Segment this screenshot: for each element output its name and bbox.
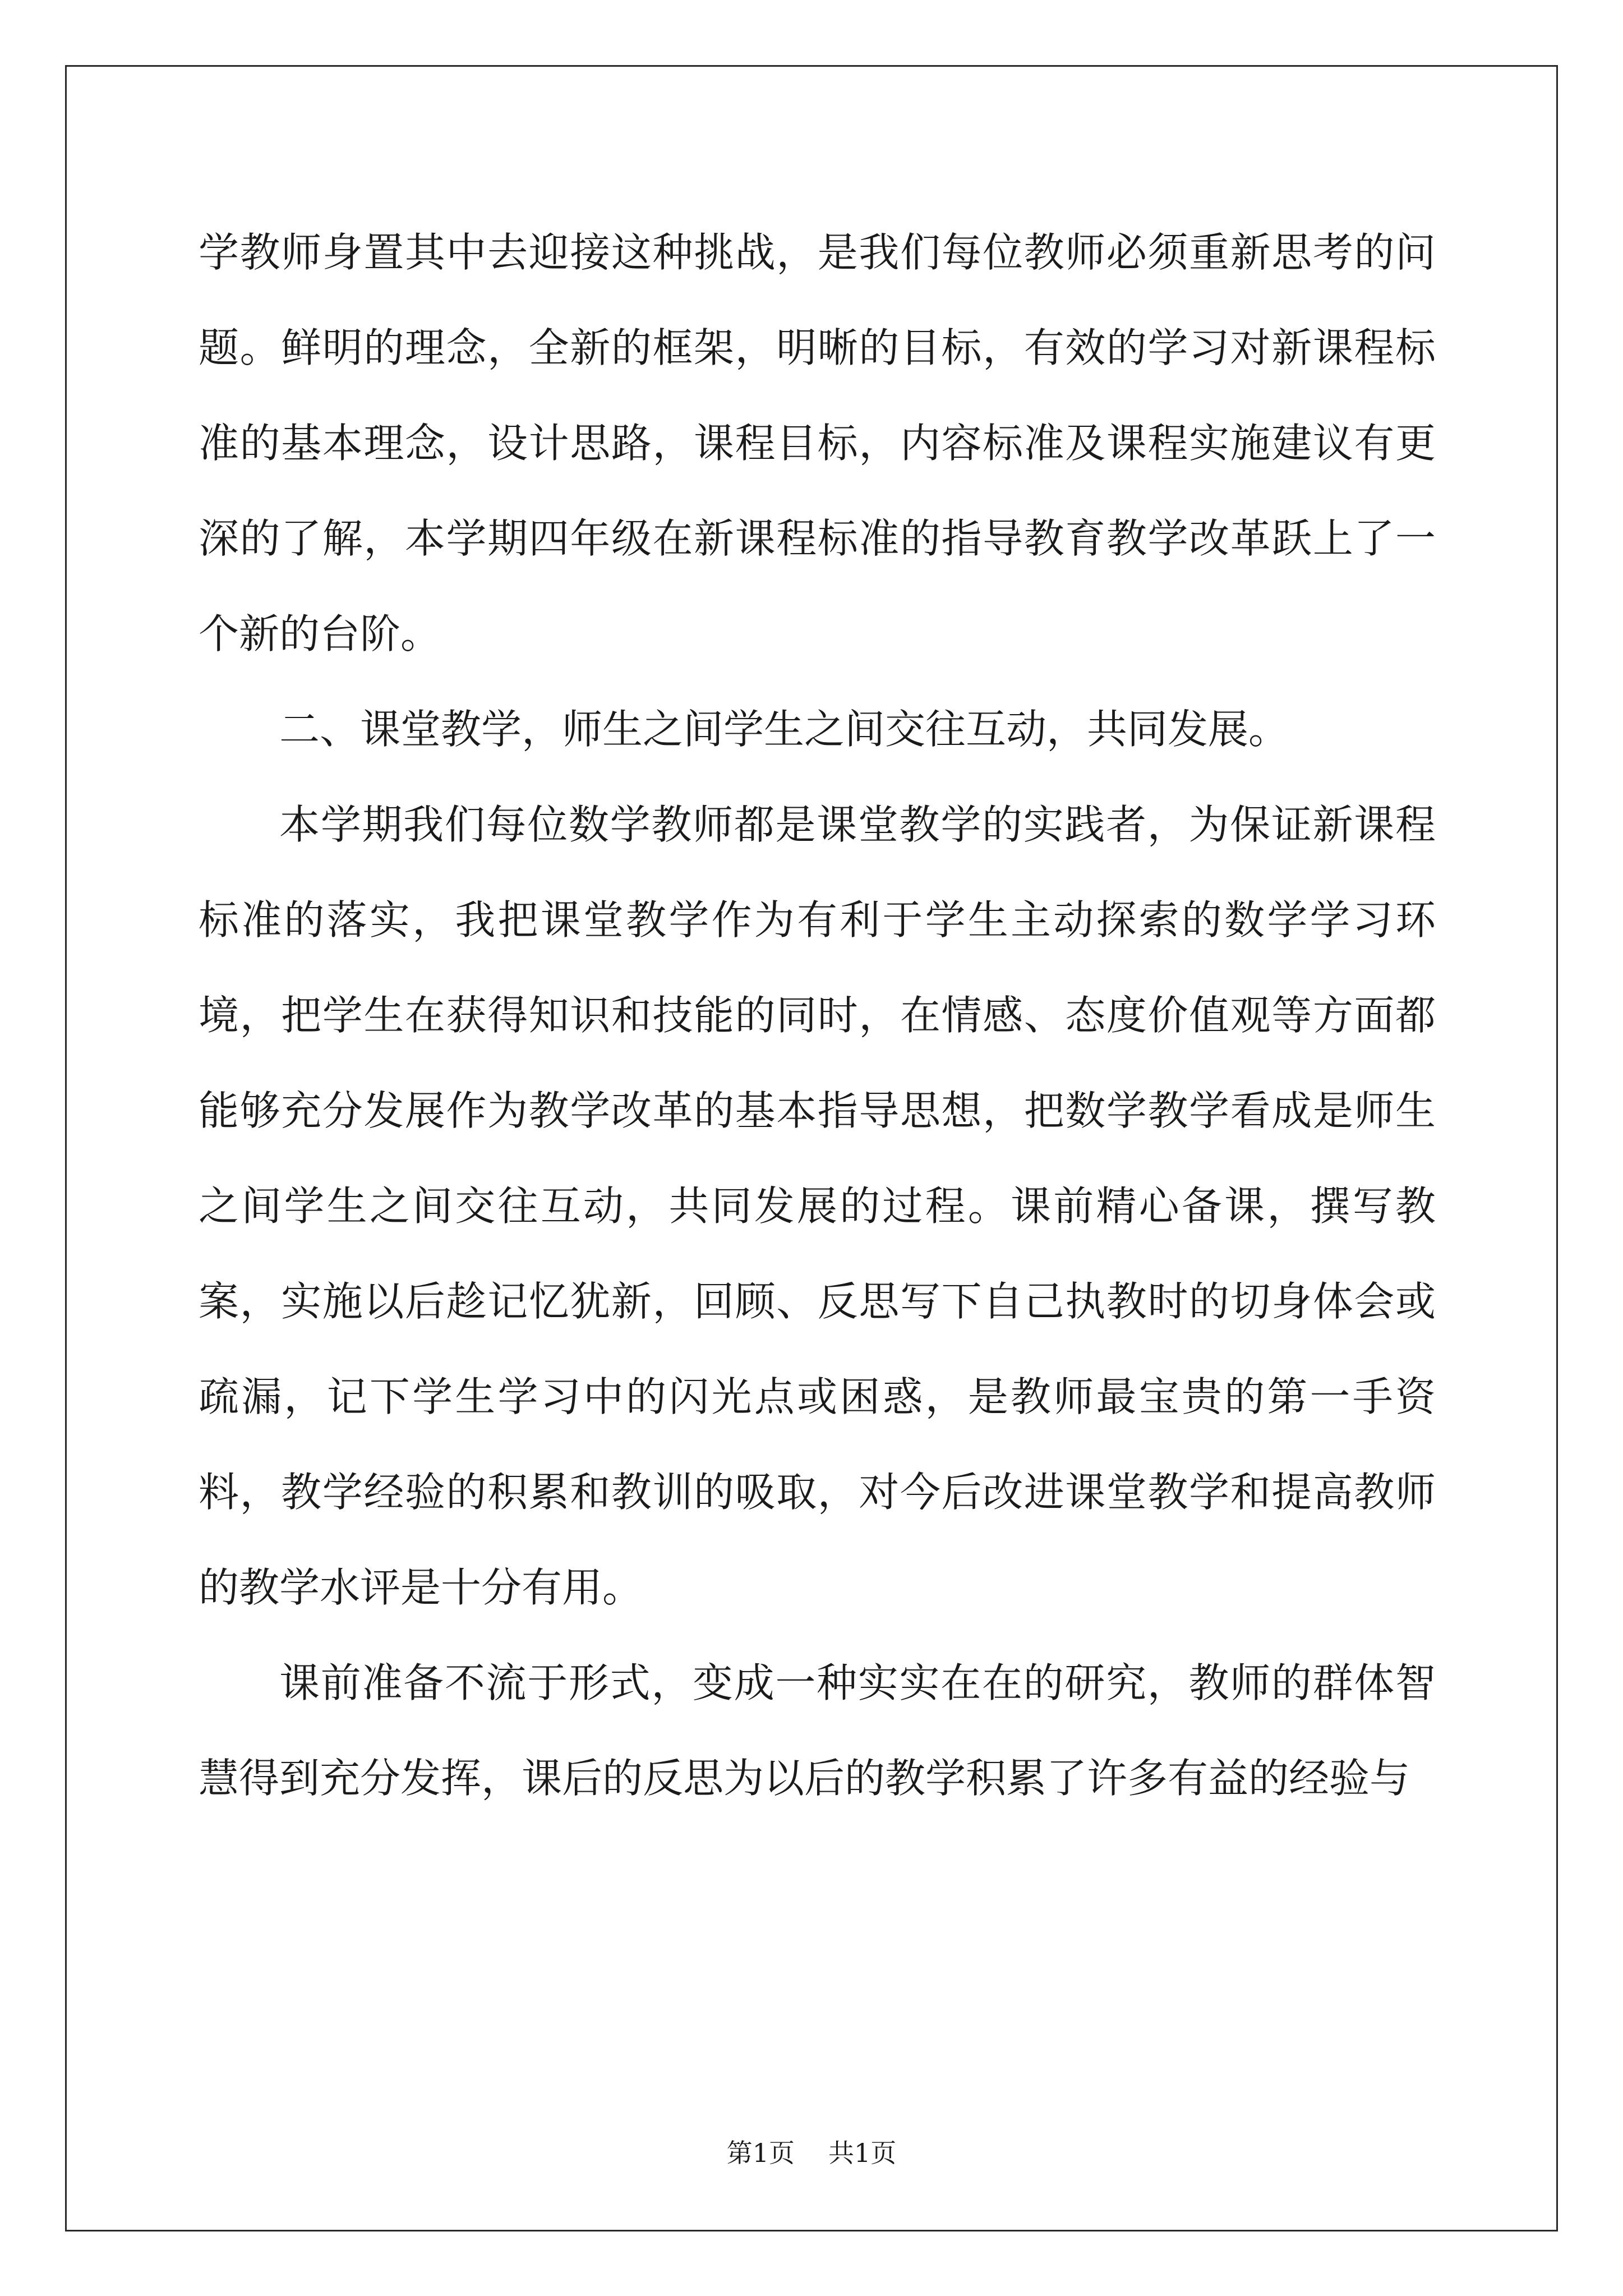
paragraph-2-heading: 二、课堂教学，师生之间学生之间交往互动，共同发展。 [279, 706, 1289, 753]
paragraph-4: 课前准备不流于形式，变成一种实实在在的研究，教师的群体智慧得到充分发挥，课后的反思为以后的教学积累了许多有益的经验与 [199, 1659, 1436, 1802]
page-number: 第1页 [726, 2138, 795, 2168]
total-pages: 共1页 [828, 2138, 897, 2168]
paragraph-1: 学教师身置其中去迎接这种挑战，是我们每位教师必须重新思考的问题。鲜明的理念，全新的框架，明晰的目标，有效的学习对新课程标准的基本理念，设计思路，课程目标，内容标准及课程实施建议有更深的了解，本学期四年级在新课程标准的指导教育教学改革跃上了一个新的台阶。 [199, 229, 1436, 657]
page-footer [0, 2133, 1623, 2170]
document-body [199, 205, 1436, 1826]
paragraph-3: 本学期我们每位数学教师都是课堂教学的实践者，为保证新课程标准的落实，我把课堂教学作为有利于学生主动探索的数学学习环境，把学生在获得知识和技能的同时，在情感、态度价值观等方面都能够充分发展作为教学改革的基本指导思想，把数学教学看成是师生之间学生之间交往互动，共同发展的过程。课前精心备课，撰写教案，实施以后趁记忆犹新，回顾、反思写下自己执教时的切身体会或疏漏，记下学生学习中的闪光点或困惑，是教师最宝贵的第一手资料，教学经验的积累和教训的吸取，对今后改进课堂教学和提高教师的教学水评是十分有用。 [199, 801, 1436, 1611]
